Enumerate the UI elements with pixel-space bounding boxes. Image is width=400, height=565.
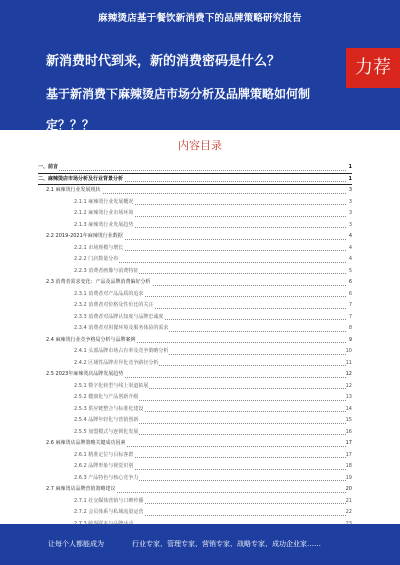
toc-entry[interactable] <box>38 461 352 473</box>
toc-entry[interactable] <box>38 335 352 347</box>
toc-entry-page: 17 <box>345 440 352 446</box>
toc-entry-label: 二、麻辣烫店市场分析及行业背景分析 <box>38 174 124 186</box>
toc-entry-label: 2.7.2 会员体系与私域流量运营 <box>74 507 144 519</box>
toc-entry-page: 15 <box>345 417 352 423</box>
toc-entry-page: 20 <box>345 486 352 492</box>
toc-entry-page: 3 <box>348 221 352 228</box>
toc-entry-label: 2.1.1 麻辣烫行业发展概况 <box>74 197 134 209</box>
toc-entry-label: 2.6.2 品牌形象与视觉识别 <box>74 461 134 473</box>
toc-entry-page: 3 <box>348 210 352 216</box>
toc-entry-page: 18 <box>345 463 352 469</box>
toc-entry-page: 10 <box>345 348 352 354</box>
toc-entry-page: 4 <box>348 256 352 262</box>
toc-entry[interactable] <box>38 450 352 462</box>
toc-entry[interactable] <box>38 174 352 186</box>
toc-entry-page: 4 <box>348 244 352 251</box>
toc-entry-page: 4 <box>348 233 352 239</box>
toc-entry-page: 12 <box>345 371 352 377</box>
toc-entry-page: 16 <box>345 428 352 435</box>
toc-entry[interactable] <box>38 289 352 301</box>
toc-leader-dots <box>38 170 346 171</box>
toc-entry-page: 6 <box>348 279 352 285</box>
toc-entry-label: 2.5.3 供应链整合与标准化建设 <box>74 404 144 416</box>
toc-entry-label: 2.4.1 头部品牌市场占有率及竞争策略分析 <box>74 346 169 358</box>
brand-logo: 力荐 <box>346 48 400 88</box>
toc-entry-label: 2.7 麻辣烫店品牌营销策略建议 <box>46 484 117 496</box>
toc-entry-label: 2.5.1 数字化转型与线上渠道拓展 <box>74 381 149 393</box>
toc-entry-label: 2.3.3 消费者对品牌认知度与品牌忠诚度 <box>74 312 164 324</box>
toc-entry-label: 2.3.2 消费者对价格及性价比的关注 <box>74 300 154 312</box>
toc-entry-label: 2.7.1 社交媒体营销与口碑传播 <box>74 496 144 508</box>
toc-entry-page: 6 <box>348 290 352 297</box>
toc-entry[interactable] <box>38 346 352 358</box>
toc-entry[interactable] <box>38 358 352 370</box>
toc-entry[interactable] <box>38 254 352 266</box>
toc-entry-page: 9 <box>348 336 352 343</box>
toc-entry-label: 2.4 麻辣烫行业竞争格局分析与品牌案例 <box>46 335 137 347</box>
toc-entry-page: 21 <box>345 497 352 504</box>
toc-entry[interactable] <box>38 231 352 243</box>
toc-entry-page: 1 <box>348 164 352 170</box>
toc-entry-page: 8 <box>348 325 352 331</box>
toc-entry-label: 2.5.5 加盟模式与连锁化发展 <box>74 427 139 439</box>
toc-entry-label: 2.5.4 品牌年轻化与营销创新 <box>74 415 139 427</box>
toc-entry-page: 22 <box>345 509 352 515</box>
toc-entry[interactable] <box>38 473 352 485</box>
toc-entry[interactable] <box>38 427 352 439</box>
footer-roles: 行业专家、管理专家、营销专家、战略专家、成功企业家…… <box>132 540 321 548</box>
toc-entry-label: 2.3.4 消费者对用餐环境及服务体验的需求 <box>74 323 169 335</box>
header-bar <box>0 0 400 34</box>
toc-entry[interactable] <box>38 197 352 209</box>
footer-bar <box>0 524 400 565</box>
toc-entry[interactable] <box>38 496 352 508</box>
toc-entry-page: 14 <box>345 405 352 412</box>
toc-entry[interactable] <box>38 392 352 404</box>
toc-entry[interactable] <box>38 243 352 255</box>
toc-entry-label: 2.4.2 区域性品牌差异化竞争路径分析 <box>74 358 159 370</box>
toc-entry[interactable] <box>38 162 352 174</box>
hero-banner <box>0 34 400 130</box>
toc-entry-label: 2.1.2 麻辣烫行业市场环境 <box>74 208 134 220</box>
toc-entry[interactable] <box>38 415 352 427</box>
toc-entry[interactable] <box>38 507 352 519</box>
hero-question: 新消费时代到来，新的消费密码是什么？ <box>46 54 281 69</box>
toc-title: 内容目录 <box>178 139 222 152</box>
toc-entry-page: 11 <box>345 359 352 366</box>
toc-entry[interactable] <box>38 185 352 197</box>
toc-entry-label: 2.6.3 产品特色与核心竞争力 <box>74 473 139 485</box>
toc-entry-page: 19 <box>345 474 352 481</box>
toc-entry[interactable] <box>38 277 352 289</box>
report-title: 麻辣烫店基于餐饮新消费下的品牌策略研究报告 <box>98 13 302 24</box>
toc-entry[interactable] <box>38 369 352 381</box>
toc-entry-page: 5 <box>348 267 352 274</box>
toc-entry-label: 2.6.1 精准定位与目标客群 <box>74 450 134 462</box>
toc-entry[interactable] <box>38 484 352 496</box>
toc-entry-label: 2.6 麻辣烫店品牌策略关键成功因素 <box>46 438 127 450</box>
toc-entry-page: 1 <box>348 175 352 182</box>
toc-entry-label: 2.2.1 市场规模与增长 <box>74 243 124 255</box>
toc-entry-label: 2.2 2019-2021年麻辣烫行业数据 <box>46 231 124 243</box>
toc-entry-page: 17 <box>345 451 352 458</box>
toc-entry-label: 一、前言 <box>38 162 59 174</box>
toc-entry[interactable] <box>38 404 352 416</box>
toc-entry-label: 2.2.3 消费者画像与消费特征 <box>74 266 139 278</box>
toc-entry-label: 2.3 消费者需求变化：产品及品牌消费偏好分析 <box>46 277 152 289</box>
toc-entry-page: 7 <box>348 302 352 308</box>
toc-entry-label: 2.5 2023年麻辣烫店品牌发展趋势 <box>46 369 124 381</box>
toc-entry[interactable] <box>38 438 352 450</box>
toc-entry[interactable] <box>38 323 352 335</box>
toc-entry-label: 2.3.1 消费者对产品品质的追求 <box>74 289 144 301</box>
toc-entry-page: 3 <box>348 198 352 205</box>
toc-entry[interactable] <box>38 266 352 278</box>
toc-entry[interactable] <box>38 220 352 232</box>
hero-subtitle: 基于新消费下麻辣烫店市场分析及品牌策略如何制定？？？ <box>46 87 311 130</box>
toc-entry-label: 2.5.2 健康化与产品创新升级 <box>74 392 139 404</box>
toc-entry[interactable] <box>38 208 352 220</box>
toc-entry-label: 2.1.3 麻辣烫行业发展趋势 <box>74 220 134 232</box>
table-of-contents <box>38 162 352 542</box>
toc-entry-page: 12 <box>345 382 352 389</box>
toc-entry-page: 7 <box>348 313 352 320</box>
toc-entry[interactable] <box>38 312 352 324</box>
toc-entry-page: 13 <box>345 394 352 400</box>
footer-tagline: 让每个人都能成为 <box>48 540 104 548</box>
toc-entry-page: 3 <box>348 187 352 193</box>
toc-entry[interactable] <box>38 300 352 312</box>
toc-entry-label: 2.2.2 门店数量分布 <box>74 254 119 266</box>
toc-entry-label: 2.1 麻辣烫行业发展现状 <box>46 185 102 197</box>
toc-entry[interactable] <box>38 381 352 393</box>
